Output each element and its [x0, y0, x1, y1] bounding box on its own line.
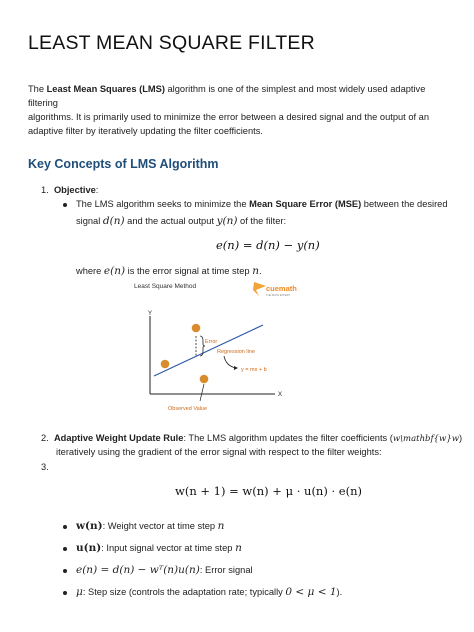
math-d-n: d(n): [102, 215, 125, 227]
bullet-dot: [63, 203, 67, 207]
item2-label: Adaptive Weight Update Rule: [53, 433, 184, 443]
text: : Error signal: [199, 565, 253, 575]
text: is the error signal at time step: [125, 266, 253, 276]
text: : The LMS algorithm updates the filter coefficients (: [183, 433, 393, 443]
x-axis-label: X: [278, 392, 283, 398]
arrow-head: [234, 366, 238, 370]
figure-caption: Least Square Method: [134, 283, 197, 290]
math-w-n: w(n): [76, 520, 103, 532]
brand-name: cuemath: [266, 284, 297, 293]
text: between the desired: [361, 199, 448, 209]
item2-line1: [41, 433, 462, 444]
text: where: [76, 266, 104, 276]
text: : Input signal vector at time step: [101, 543, 236, 553]
text: signal: [76, 216, 103, 226]
weight-update-equation: [175, 484, 362, 498]
intro-line2: algorithms. It is primarily used to minimize the error between a desired signal and the output of an: [28, 112, 430, 122]
math-u-n: u(n): [76, 542, 102, 554]
math-mu-range: 0 < μ < 1: [285, 586, 337, 598]
page-title: LEAST MEAN SQUARE FILTER: [28, 32, 315, 54]
observed-pointer: [200, 384, 204, 401]
error-label: Error: [205, 339, 218, 345]
least-square-figure: [120, 278, 310, 418]
item1-colon: :: [95, 185, 99, 195]
math-n: n: [217, 520, 225, 532]
math-mu: μ: [76, 586, 83, 598]
brand-tagline: THE MATH EXPERT: [266, 294, 291, 297]
item3-bullet2: [76, 542, 242, 554]
y-axis-label: Y: [148, 311, 153, 317]
item3-bullet4: [76, 586, 342, 598]
bullet-dot: [63, 591, 67, 595]
intro-line3: adaptive filter by iteratively updating the filter coefficients.: [28, 126, 263, 136]
regression-label: Regression line: [217, 349, 255, 355]
math-error-def: e(n) = d(n) − wᵀ(n)u(n): [76, 564, 200, 576]
error-equation: e(n) = d(n) − y(n): [216, 238, 320, 252]
item1-number: 1.: [41, 185, 49, 195]
item1-label: Objective: [53, 185, 96, 195]
data-point: [192, 324, 201, 333]
data-point: [161, 360, 170, 369]
mse-term: Mean Square Error (MSE): [249, 199, 362, 209]
text: .: [258, 266, 262, 276]
item3-number: 3.: [41, 462, 49, 472]
text: ).: [336, 587, 343, 597]
text: of the filter:: [237, 216, 287, 226]
intro-line1: algorithm is one of the simplest and most widely used adaptive filtering: [28, 84, 426, 108]
item1-line: [41, 185, 98, 195]
math-n: n: [235, 542, 242, 554]
text: : Weight vector at time step: [102, 521, 218, 531]
where-line: [76, 265, 262, 277]
cuemath-logo: [253, 282, 297, 297]
math-y-n: y(n): [216, 215, 238, 227]
item3-bullet1: [76, 520, 224, 532]
intro-bold-term: Least Mean Squares (LMS): [46, 84, 165, 94]
rocket-icon: [253, 282, 266, 296]
text: and the actual output: [124, 216, 217, 226]
item1-bullet-line1: [76, 199, 448, 209]
section-heading: Key Concepts of LMS Algorithm: [28, 157, 219, 171]
math-n: n: [252, 265, 259, 277]
data-point: [200, 375, 209, 384]
text: The LMS algorithm seeks to minimize the: [76, 199, 250, 209]
item1-bullet-line2: [76, 215, 286, 227]
bullet-dot: [63, 569, 67, 573]
text: : Step size (controls the adaptation rate; typically: [82, 587, 286, 597]
item2-line2: iteratively using the gradient of the error signal with respect to the filter weights:: [56, 447, 382, 457]
bullet-dot: [63, 547, 67, 551]
text: ): [459, 433, 463, 443]
observed-value-label: Observed Value: [168, 406, 208, 412]
intro-prefix: The: [28, 84, 47, 94]
bullet-dot: [63, 525, 67, 529]
math-w-raw: w\mathbf{w}w: [392, 434, 460, 444]
item3-bullet3: [76, 564, 253, 576]
text: w(n + 1) = w(n) + μ · u(n) · e(n): [175, 484, 362, 498]
intro-paragraph: [28, 82, 448, 138]
item2-number: 2.: [41, 433, 49, 443]
math-e-n: e(n): [103, 265, 126, 277]
equation-label: y = mx + b: [241, 367, 267, 373]
